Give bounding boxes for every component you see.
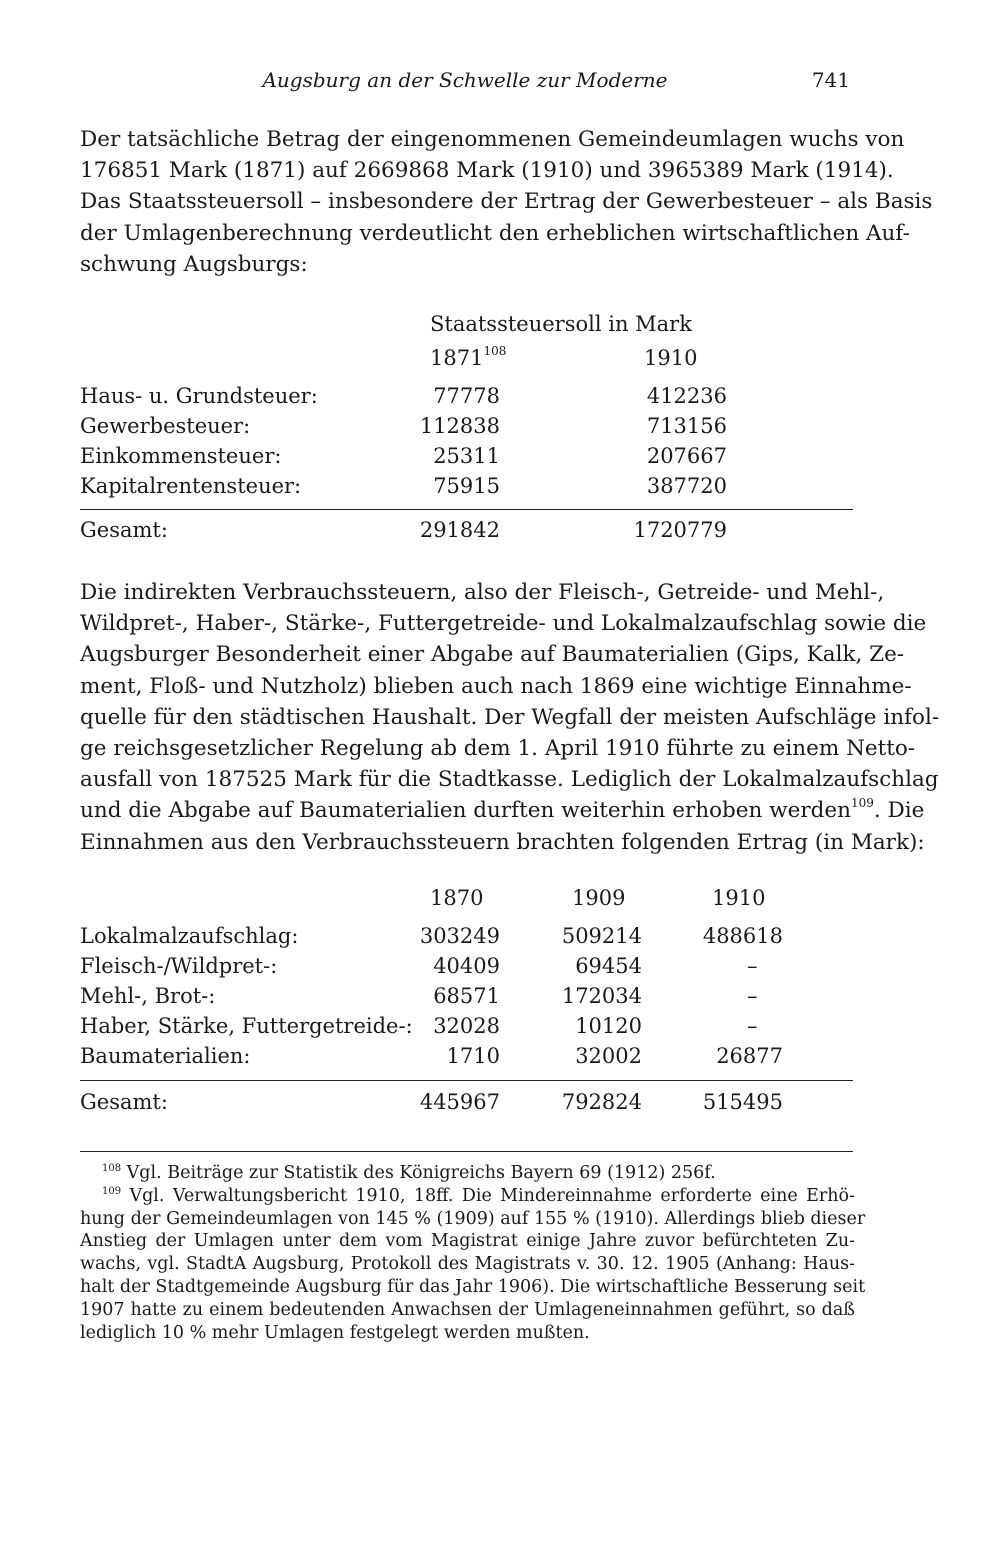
row-label: Gewerbesteuer: xyxy=(80,414,251,438)
footnote-line: halt der Stadtgemeinde Augsburg für das Jahr 1906). Die wirtschaftliche Besserung seit xyxy=(80,1276,866,1297)
table-caption-row xyxy=(80,312,855,342)
table-rule xyxy=(80,1080,853,1081)
paragraph-1 xyxy=(80,124,933,280)
table-row xyxy=(80,1044,855,1074)
column-header: 1910 xyxy=(712,886,766,910)
cell-value: 10120 xyxy=(575,1014,642,1038)
cell-value: – xyxy=(747,1014,758,1038)
table-row xyxy=(80,924,855,954)
row-label: Haber, Stärke, Futtergetreide-: xyxy=(80,1014,413,1038)
cell-value: 25311 xyxy=(433,444,500,468)
footnote-line: Anstieg der Umlagen unter dem vom Magistrat einige Jahre zuvor befürchteten Zu- xyxy=(80,1231,855,1252)
text-line: der Umlagenberechnung verdeutlicht den erheblichen wirtschaftlichen Auf- xyxy=(80,220,910,246)
table-header-row xyxy=(80,346,855,376)
cell-value: – xyxy=(747,984,758,1008)
row-label: Baumaterialien: xyxy=(80,1044,251,1068)
row-label: Lokalmalzaufschlag: xyxy=(80,924,299,948)
row-label: Kapitalrentensteuer: xyxy=(80,474,302,498)
cell-value: 32028 xyxy=(433,1014,500,1038)
total-value: 1720779 xyxy=(633,518,727,542)
footnotes xyxy=(80,1162,866,1344)
cell-value: 68571 xyxy=(433,984,500,1008)
table-row xyxy=(80,954,855,984)
text-line: 176851 Mark (1871) auf 2669868 Mark (1910) und 3965389 Mark (1914). xyxy=(80,158,894,184)
column-header: 1909 xyxy=(572,886,626,910)
cell-value: 32002 xyxy=(575,1044,642,1068)
row-label: Fleisch-/Wildpret-: xyxy=(80,954,278,978)
cell-value: 69454 xyxy=(575,954,642,978)
footnote-ref: 108 xyxy=(483,344,507,358)
footnote-separator xyxy=(80,1151,853,1152)
total-value: 291842 xyxy=(419,518,500,542)
total-value: 445967 xyxy=(419,1090,500,1114)
text-line: Augsburger Besonderheit einer Abgabe auf Baumaterialien (Gips, Kalk, Ze- xyxy=(80,642,905,668)
text-line: ausfall von 187525 Mark für die Stadtkasse. Lediglich der Lokalmalzaufschlag xyxy=(80,767,939,793)
total-value: 515495 xyxy=(702,1090,783,1114)
footnote-line: hung der Gemeindeumlagen von 145 % (1909) auf 155 % (1910). Allerdings blieb dieser xyxy=(80,1208,866,1229)
text-line: und die Abgabe auf Baumaterialien durften weiterhin erhoben werden$^{109}$. Die xyxy=(80,796,925,824)
cell-value: 488618 xyxy=(702,924,783,948)
total-label: Gesamt: xyxy=(80,518,168,542)
text-line: Die indirekten Verbrauchssteuern, also der Fleisch-, Getreide- und Mehl-, xyxy=(80,580,885,605)
cell-value: 207667 xyxy=(646,444,727,468)
paragraph-2 xyxy=(80,577,940,858)
table-total-row xyxy=(80,1090,855,1120)
text-line: schwung Augsburgs: xyxy=(80,251,308,277)
running-title: Augsburg an der Schwelle zur Moderne xyxy=(262,68,668,92)
cell-value: – xyxy=(747,954,758,978)
footnote-line: lediglich 10 % mehr Umlagen festgelegt werden mußten. xyxy=(80,1322,590,1343)
text-line: Einnahmen aus den Verbrauchssteuern brachten folgenden Ertrag (in Mark): xyxy=(80,829,925,855)
table-row xyxy=(80,414,855,444)
row-label: Mehl-, Brot-: xyxy=(80,984,216,1008)
footnote-108: $^{108}$ Vgl. Beiträge zur Statistik des Königreichs Bayern 69 (1912) 256f. xyxy=(102,1163,716,1183)
cell-value: 75915 xyxy=(433,474,500,498)
column-header: 1870 xyxy=(430,886,484,910)
footnote-ref: 109 xyxy=(850,796,874,811)
footnote-number: 108 xyxy=(102,1163,122,1174)
total-value: 792824 xyxy=(561,1090,642,1114)
cell-value: 412236 xyxy=(646,384,727,408)
cell-value: 112838 xyxy=(419,414,500,438)
row-label: Einkommensteuer: xyxy=(80,444,282,468)
table-row xyxy=(80,984,855,1014)
text-line: Wildpret-, Haber-, Stärke-, Futtergetreide- und Lokalmalzaufschlag sowie die xyxy=(80,611,927,637)
cell-value: 387720 xyxy=(646,474,727,498)
table-header-row xyxy=(80,886,855,916)
cell-value: 26877 xyxy=(716,1044,783,1068)
table-total-row xyxy=(80,518,855,548)
page-number: 741 xyxy=(811,68,850,92)
column-header: 1871$^{108}$ xyxy=(430,344,507,370)
footnote-line: wachs, vgl. StadtA Augsburg, Protokoll des Magistrats v. 30. 12. 1905 (Anhang: Haus- xyxy=(80,1254,855,1275)
cell-value: 509214 xyxy=(561,924,642,948)
footnote-number: 109 xyxy=(102,1185,122,1197)
table-row xyxy=(80,444,855,474)
table-caption: Staatssteuersoll in Mark xyxy=(430,312,692,336)
table-row xyxy=(80,384,855,414)
cell-value: 40409 xyxy=(433,954,500,978)
cell-value: 1710 xyxy=(446,1044,500,1068)
text-line: ge reichsgesetzlicher Regelung ab dem 1. April 1910 führte zu einem Netto- xyxy=(80,736,916,762)
text-line: Der tatsächliche Betrag der eingenommenen Gemeindeumlagen wuchs von xyxy=(80,127,905,152)
footnote-line: 1907 hatte zu einem bedeutenden Anwachsen der Umlageneinnahmen geführt, so daß xyxy=(80,1299,855,1320)
cell-value: 303249 xyxy=(419,924,500,948)
cell-value: 713156 xyxy=(646,414,727,438)
row-label: Haus- u. Grundsteuer: xyxy=(80,384,318,408)
cell-value: 172034 xyxy=(561,984,642,1008)
table-rule xyxy=(80,509,853,510)
text-line: ment, Floß- und Nutzholz) blieben auch nach 1869 eine wichtige Einnahme- xyxy=(80,673,912,699)
table-row xyxy=(80,1014,855,1044)
column-header: 1910 xyxy=(644,346,698,370)
text-line: quelle für den städtischen Haushalt. Der Wegfall der meisten Aufschläge infol- xyxy=(80,704,940,730)
table-row xyxy=(80,474,855,504)
running-head xyxy=(80,66,850,96)
cell-value: 77778 xyxy=(433,384,500,408)
total-label: Gesamt: xyxy=(80,1090,168,1114)
footnote-109: $^{109}$ Vgl. Verwaltungsbericht 1910, 18ff. Die Mindereinnahme erforderte eine Erhö- hung der Gemeindeumlagen von 145 % (1909) auf 155 % (1910). Allerdings blieb dieser Anstieg der Umlagen unter dem vom Magistrat einige Jahre zuvor befürchteten Zu- wachs, vgl. StadtA Augsburg, Protokoll des Magistrats v. 30. 12. 1905 (Anhang: Haus- halt der Stadtgemeinde Augsburg für das Jahr 1906). Die wirtschaftliche Besserung seit 1907 hatte zu einem bedeutenden Anwachsen der Umlageneinnahmen geführt, so daß lediglich 10 % mehr Umlagen festgelegt werden mußten. xyxy=(80,1185,866,1343)
text-line: Das Staatssteuersoll – insbesondere der Ertrag der Gewerbesteuer – als Basis xyxy=(80,189,933,215)
